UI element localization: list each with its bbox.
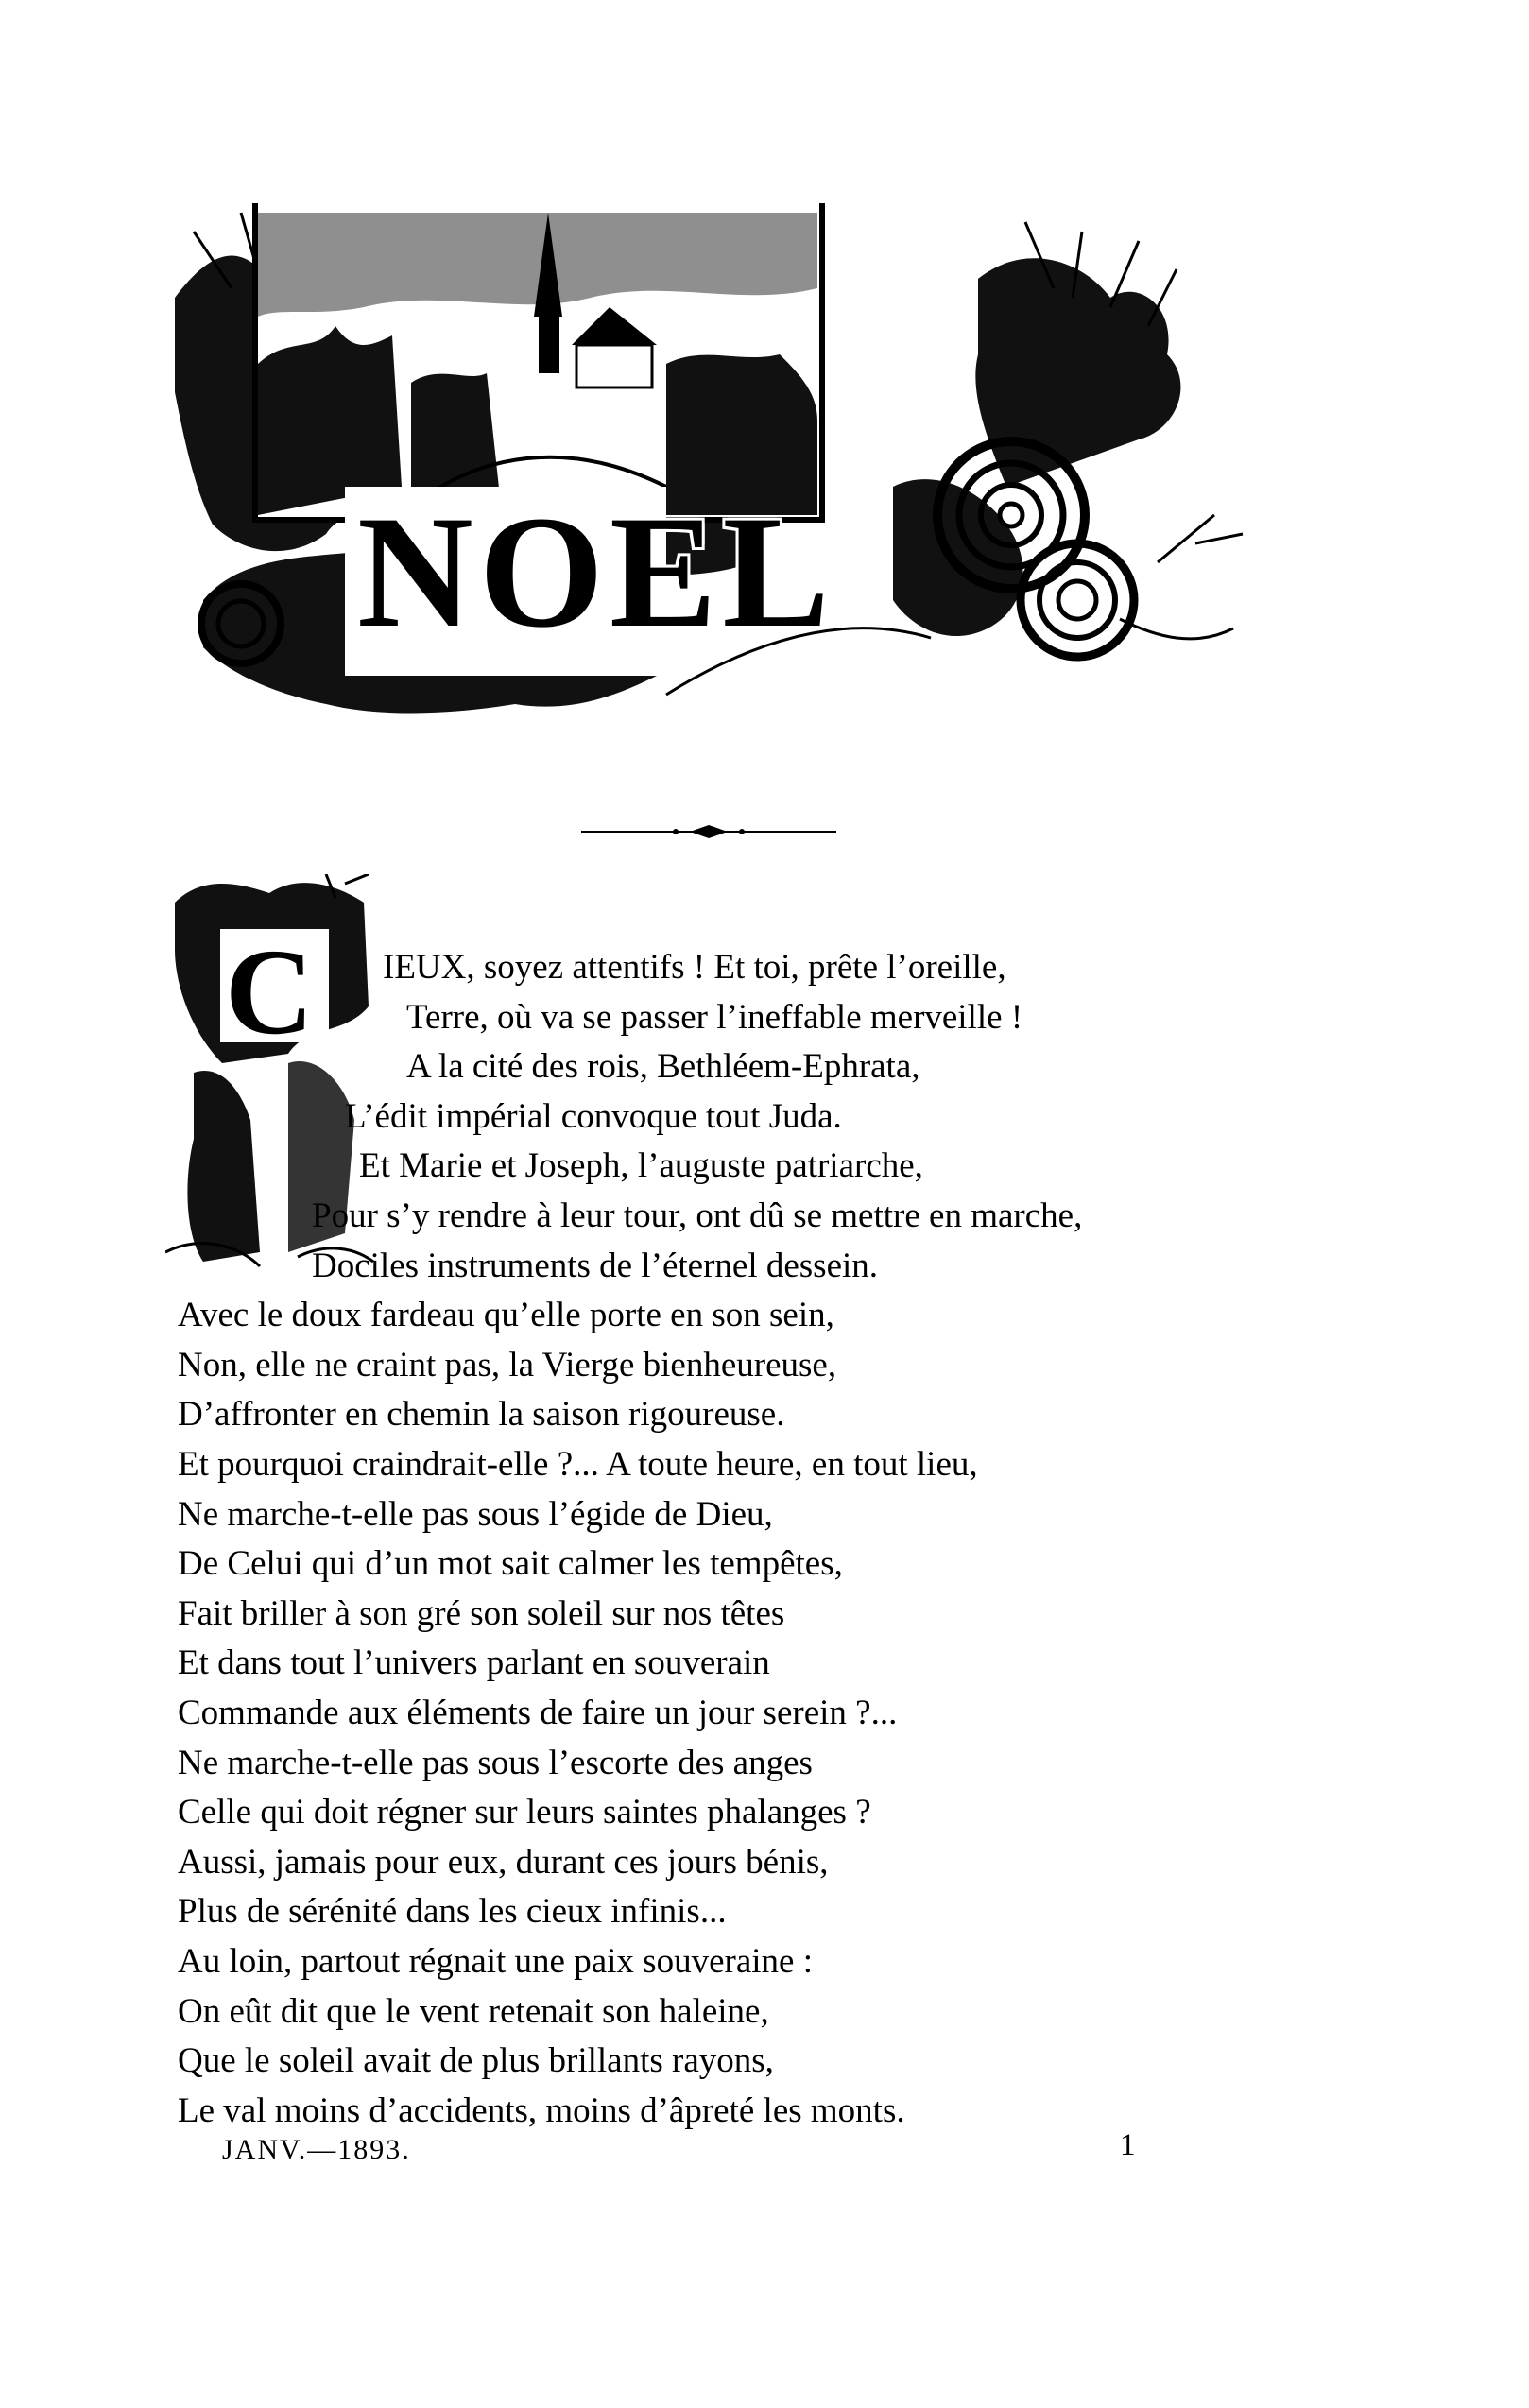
page-number: 1	[1120, 2128, 1136, 2162]
poem-line: Non, elle ne craint pas, la Vierge bienheureuse,	[178, 1346, 837, 1385]
poem-line: Aussi, jamais pour eux, durant ces jours bénis,	[178, 1843, 829, 1882]
poem-line: Et dans tout l’univers parlant en souverain	[178, 1643, 770, 1682]
poem-line: De Celui qui d’un mot sait calmer les tempêtes,	[178, 1544, 843, 1583]
page-title: NOEL	[357, 483, 835, 661]
header-engraving-icon	[175, 203, 1257, 761]
poem-line: Terre, où va se passer l’ineffable merveille !	[406, 998, 1023, 1037]
poem-line: Et Marie et Joseph, l’auguste patriarche,	[359, 1146, 923, 1185]
poem-line: Le val moins d’accidents, moins d’âpreté les monts.	[178, 2091, 905, 2130]
dropcap-letter: C	[225, 924, 314, 1060]
poem-line: Ne marche-t-elle pas sous l’escorte des anges	[178, 1744, 813, 1782]
poem-line: Fait briller à son gré son soleil sur nos têtes	[178, 1594, 785, 1633]
poem-line: Et pourquoi craindrait-elle ?... A toute heure, en tout lieu,	[178, 1445, 978, 1484]
poem-line: A la cité des rois, Bethléem-Ephrata,	[406, 1047, 920, 1086]
poem-line: Commande aux éléments de faire un jour serein ?...	[178, 1694, 898, 1732]
poem-line: On eût dit que le vent retenait son haleine,	[178, 1992, 769, 2031]
poem-line: Celle qui doit régner sur leurs saintes phalanges ?	[178, 1793, 871, 1832]
poem-line: Plus de sérénité dans les cieux infinis...	[178, 1892, 727, 1931]
poem-line: D’affronter en chemin la saison rigoureuse.	[178, 1395, 785, 1434]
footer-date: JANV.—1893.	[222, 2134, 411, 2165]
poem-line: Dociles instruments de l’éternel dessein.	[312, 1247, 879, 1285]
poem-line: Ne marche-t-elle pas sous l’égide de Dieu,	[178, 1495, 773, 1534]
poem-line: IEUX, soyez attentifs ! Et toi, prête l’oreille,	[383, 948, 1006, 987]
poem-line: Au loin, partout régnait une paix souveraine :	[178, 1942, 813, 1981]
poem-line: L’édit impérial convoque tout Juda.	[345, 1097, 842, 1136]
poem-line: Que le soleil avait de plus brillants rayons,	[178, 2041, 774, 2080]
poem-line: Pour s’y rendre à leur tour, ont dû se mettre en marche,	[312, 1196, 1083, 1235]
separator-ornament-icon	[581, 820, 836, 843]
poem-line: Avec le doux fardeau qu’elle porte en son sein,	[178, 1296, 834, 1334]
